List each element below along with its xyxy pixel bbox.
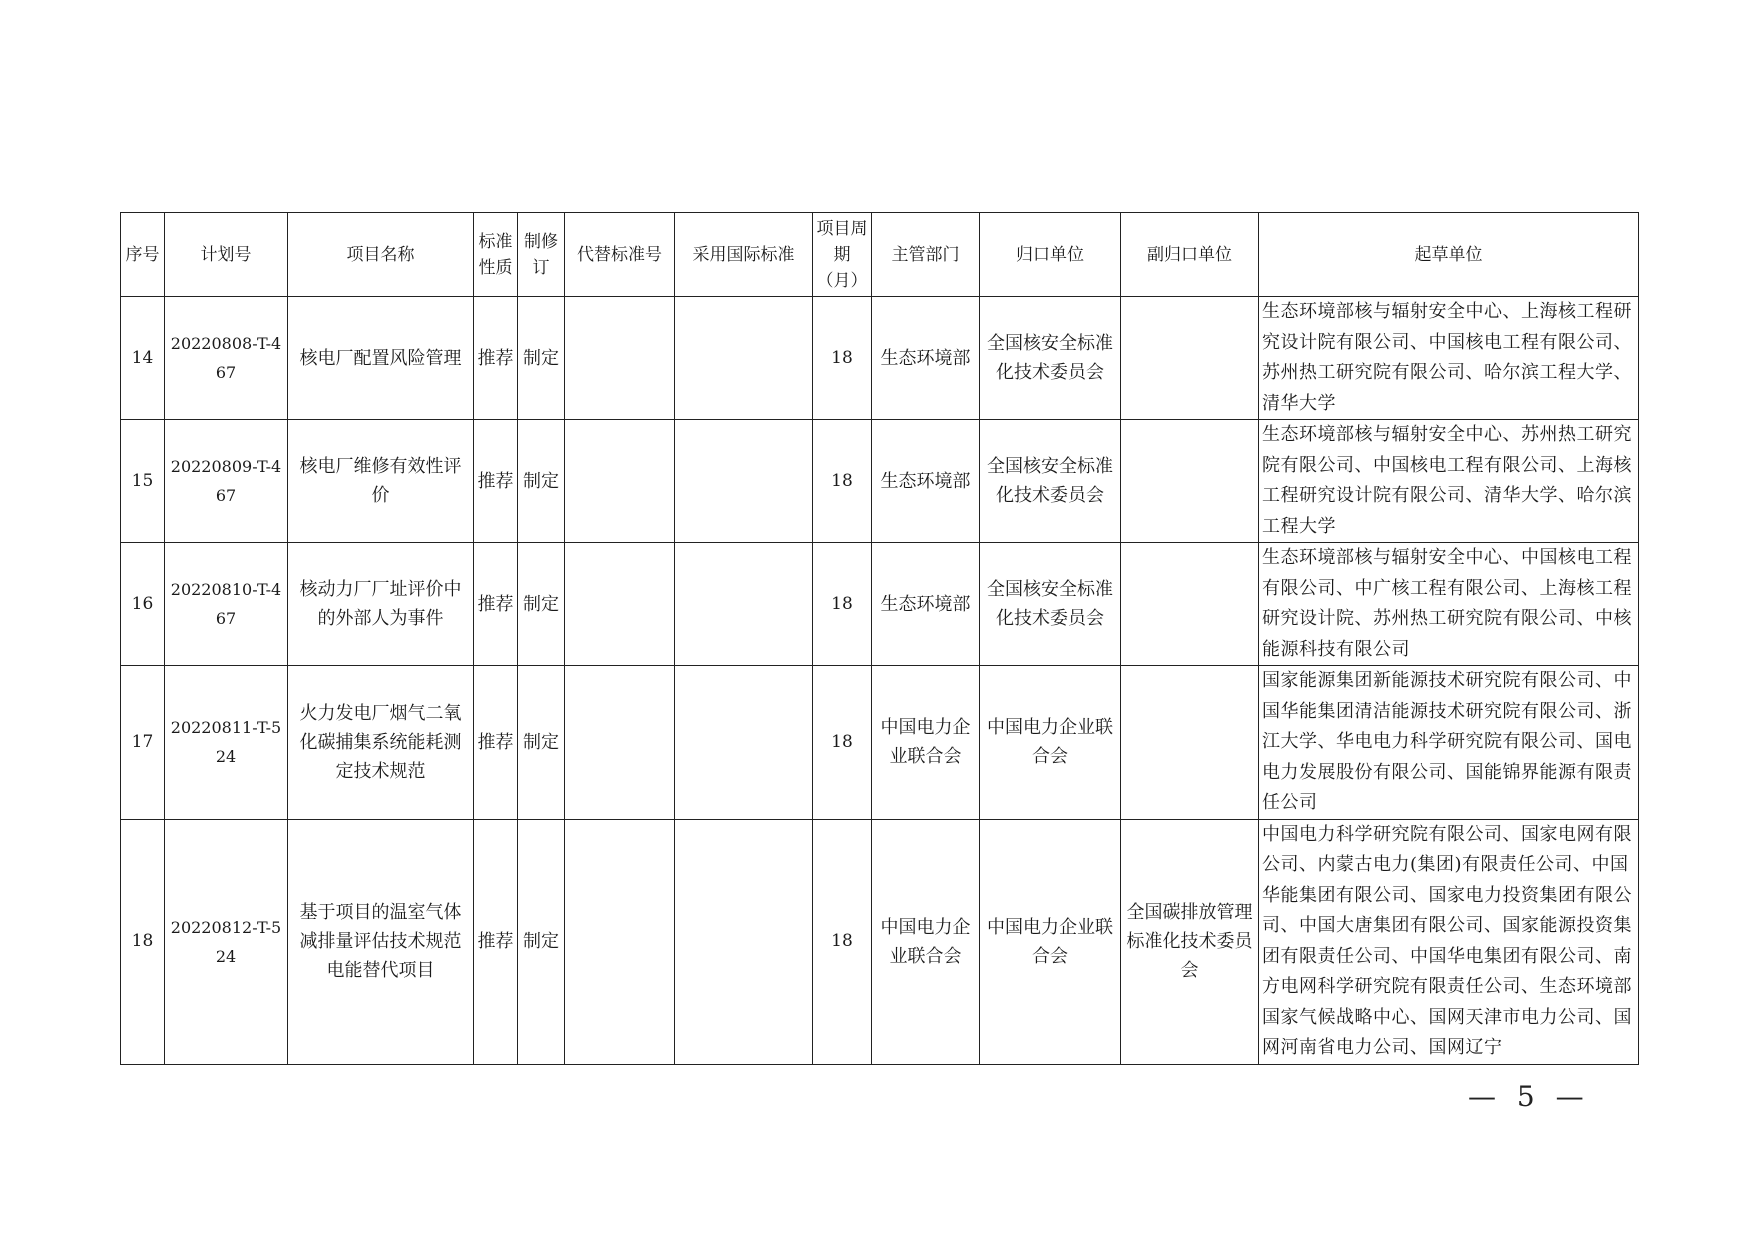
cell-revision: 制定 xyxy=(518,297,565,420)
table-row xyxy=(121,420,1639,543)
cell-std-nature: 推荐 xyxy=(474,543,518,666)
header-seq: 序号 xyxy=(121,213,165,297)
cell-vice-tc xyxy=(1121,297,1259,420)
cell-cycle: 18 xyxy=(813,420,872,543)
cell-replace-std xyxy=(565,297,675,420)
cell-cycle: 18 xyxy=(813,543,872,666)
cell-replace-std xyxy=(565,543,675,666)
cell-project-name: 基于项目的温室气体减排量评估技术规范电能替代项目 xyxy=(288,819,474,1064)
cell-tc: 全国核安全标准化技术委员会 xyxy=(980,543,1121,666)
cell-vice-tc xyxy=(1121,666,1259,820)
cell-project-name: 核电厂配置风险管理 xyxy=(288,297,474,420)
cell-project-name: 核电厂维修有效性评价 xyxy=(288,420,474,543)
cell-plan-no: 20220810-T-467 xyxy=(165,543,288,666)
header-plan-no: 计划号 xyxy=(165,213,288,297)
cell-revision: 制定 xyxy=(518,420,565,543)
cell-std-nature: 推荐 xyxy=(474,297,518,420)
cell-project-name: 火力发电厂烟气二氧化碳捕集系统能耗测定技术规范 xyxy=(288,666,474,820)
cell-replace-std xyxy=(565,420,675,543)
cell-plan-no: 20220808-T-467 xyxy=(165,297,288,420)
cell-plan-no: 20220812-T-524 xyxy=(165,819,288,1064)
header-std-nature: 标准性质 xyxy=(474,213,518,297)
header-vice-tc: 副归口单位 xyxy=(1121,213,1259,297)
cell-plan-no: 20220811-T-524 xyxy=(165,666,288,820)
cell-dept: 生态环境部 xyxy=(872,297,980,420)
cell-replace-std xyxy=(565,666,675,820)
cell-drafters: 生态环境部核与辐射安全中心、苏州热工研究院有限公司、中国核电工程有限公司、上海核工程研究设计院有限公司、清华大学、哈尔滨工程大学 xyxy=(1259,420,1639,543)
cell-cycle: 18 xyxy=(813,819,872,1064)
cell-std-nature: 推荐 xyxy=(474,420,518,543)
header-dept: 主管部门 xyxy=(872,213,980,297)
table-row xyxy=(121,666,1639,820)
cell-seq: 14 xyxy=(121,297,165,420)
cell-dept: 生态环境部 xyxy=(872,543,980,666)
standards-plan-sheet xyxy=(120,212,1638,1065)
cell-dept: 中国电力企业联合会 xyxy=(872,666,980,820)
cell-tc: 全国核安全标准化技术委员会 xyxy=(980,297,1121,420)
page-number: — 5 — xyxy=(1468,1080,1590,1113)
cell-revision: 制定 xyxy=(518,666,565,820)
cell-intl-std xyxy=(675,819,813,1064)
cell-cycle: 18 xyxy=(813,297,872,420)
cell-cycle: 18 xyxy=(813,666,872,820)
cell-tc: 中国电力企业联合会 xyxy=(980,666,1121,820)
standards-plan-table xyxy=(120,212,1639,1065)
cell-tc: 全国核安全标准化技术委员会 xyxy=(980,420,1121,543)
cell-drafters: 国家能源集团新能源技术研究院有限公司、中国华能集团清洁能源技术研究院有限公司、浙江大学、华电电力科学研究院有限公司、国电电力发展股份有限公司、国能锦界能源有限责任公司 xyxy=(1259,666,1639,820)
cell-drafters: 生态环境部核与辐射安全中心、中国核电工程有限公司、中广核工程有限公司、上海核工程研究设计院、苏州热工研究院有限公司、中核能源科技有限公司 xyxy=(1259,543,1639,666)
cell-intl-std xyxy=(675,666,813,820)
cell-tc: 中国电力企业联合会 xyxy=(980,819,1121,1064)
cell-seq: 15 xyxy=(121,420,165,543)
header-drafters: 起草单位 xyxy=(1259,213,1639,297)
header-intl-std: 采用国际标准 xyxy=(675,213,813,297)
cell-vice-tc: 全国碳排放管理标准化技术委员会 xyxy=(1121,819,1259,1064)
cell-replace-std xyxy=(565,819,675,1064)
header-cycle: 项目周期（月） xyxy=(813,213,872,297)
header-revision: 制修订 xyxy=(518,213,565,297)
table-header-row xyxy=(121,213,1639,297)
cell-seq: 17 xyxy=(121,666,165,820)
cell-vice-tc xyxy=(1121,543,1259,666)
header-replace-std: 代替标准号 xyxy=(565,213,675,297)
table-row xyxy=(121,819,1639,1064)
cell-project-name: 核动力厂厂址评价中的外部人为事件 xyxy=(288,543,474,666)
cell-std-nature: 推荐 xyxy=(474,819,518,1064)
cell-plan-no: 20220809-T-467 xyxy=(165,420,288,543)
cell-intl-std xyxy=(675,297,813,420)
cell-seq: 18 xyxy=(121,819,165,1064)
header-tc: 归口单位 xyxy=(980,213,1121,297)
cell-revision: 制定 xyxy=(518,543,565,666)
header-project-name: 项目名称 xyxy=(288,213,474,297)
cell-dept: 生态环境部 xyxy=(872,420,980,543)
table-row xyxy=(121,543,1639,666)
cell-seq: 16 xyxy=(121,543,165,666)
table-row xyxy=(121,297,1639,420)
cell-intl-std xyxy=(675,543,813,666)
cell-vice-tc xyxy=(1121,420,1259,543)
cell-std-nature: 推荐 xyxy=(474,666,518,820)
cell-drafters: 生态环境部核与辐射安全中心、上海核工程研究设计院有限公司、中国核电工程有限公司、苏州热工研究院有限公司、哈尔滨工程大学、清华大学 xyxy=(1259,297,1639,420)
cell-drafters: 中国电力科学研究院有限公司、国家电网有限公司、内蒙古电力(集团)有限责任公司、中国华能集团有限公司、国家电力投资集团有限公司、中国大唐集团有限公司、国家能源投资集团有限责任公司、中国华电集团有限公司、南方电网科学研究院有限责任公司、生态环境部国家气候战略中心、国网天津市电力公司、国网河南省电力公司、国网辽宁 xyxy=(1259,819,1639,1064)
cell-dept: 中国电力企业联合会 xyxy=(872,819,980,1064)
cell-intl-std xyxy=(675,420,813,543)
cell-revision: 制定 xyxy=(518,819,565,1064)
